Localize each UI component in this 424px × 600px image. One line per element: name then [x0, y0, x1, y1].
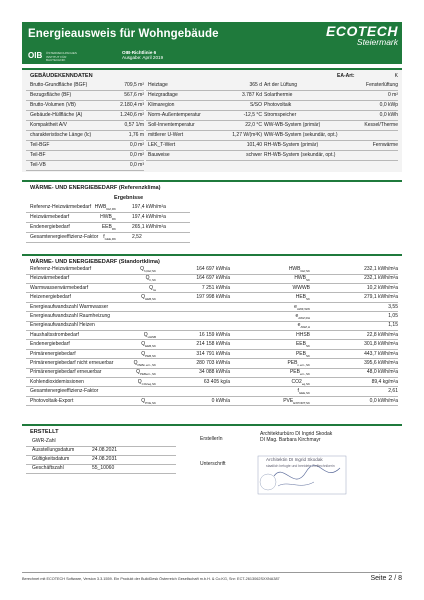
- ea-art-value: K: [394, 73, 398, 79]
- std-row-q-symbol-symbol: Q: [145, 275, 150, 282]
- std-row-s-value: 0,0 kWh/m²a: [369, 397, 398, 404]
- geb-col2-label: Heiztage: [148, 82, 168, 88]
- row-divider: [26, 232, 190, 233]
- row-divider: [26, 386, 398, 387]
- geb-col3-value: 0 m²: [388, 92, 398, 98]
- section-title: WÄRME- UND ENERGIEBEDARF (Standortklima): [30, 259, 160, 265]
- row-divider: [26, 339, 398, 340]
- std-row-q-symbol-symbol: Q: [133, 360, 138, 366]
- std-row-s-value: 1,05: [388, 313, 398, 319]
- row-divider: [146, 110, 262, 111]
- geb-col3-label: Solarthermie: [264, 92, 293, 98]
- geb-col2-value: 365 d: [249, 82, 262, 88]
- std-row-label: Energieaufwandszahl Heizen: [30, 322, 95, 329]
- row-divider: [262, 150, 398, 151]
- row-divider: [146, 100, 262, 101]
- row-divider: [26, 473, 176, 474]
- row-divider: [146, 160, 262, 161]
- geb-col1-value: 0,0 m³: [129, 162, 144, 168]
- geb-col2-label: Heizgradtage: [148, 92, 178, 98]
- row-divider: [262, 120, 398, 121]
- row-divider: [26, 110, 144, 111]
- std-row-s-symbol-subscript: EXPORT,SK: [293, 400, 310, 405]
- ers-row-label: GWR-Zahl: [32, 438, 56, 444]
- std-row-q-symbol-subscript: h,Ref,SK: [143, 269, 156, 273]
- std-row-s-symbol-subscript: SK: [305, 353, 310, 358]
- geb-col2-value: 3.787 Kd: [241, 92, 262, 98]
- std-row-s-symbol-symbol: e: [295, 313, 299, 319]
- ref-row-label: Referenz-Heizwärmebedarf: [30, 204, 92, 210]
- ref-row-symbol-subscript: RK: [111, 217, 116, 221]
- std-row-label: Primärenergiebedarf: [30, 350, 76, 357]
- std-row-q-symbol-subscript: HEB,SK: [144, 297, 156, 302]
- geb-col3-value: 0,0 kWh: [379, 112, 398, 118]
- std-row-s-symbol-subscript: AWZ,RH: [298, 316, 310, 320]
- row-divider: [262, 110, 398, 111]
- std-row-s-symbol-subscript: SK: [305, 344, 310, 349]
- ref-row-symbol-subscript: GEE,RK: [104, 237, 116, 241]
- std-row-s-value: 1,15: [388, 322, 398, 329]
- std-row-label: Photovoltaik-Export: [30, 397, 74, 404]
- ersteller-line2: DI Mag. Barbara Kirchmayr: [260, 437, 321, 443]
- stamp-line2: staatlich befugte und beeidete Ziviltechnikerin: [266, 464, 335, 468]
- geb-col2-value: schwer: [246, 152, 262, 158]
- std-row-s-symbol-symbol: PVE: [283, 397, 294, 404]
- std-row-s-symbol-symbol: HWB: [294, 275, 306, 282]
- row-divider: [26, 283, 398, 284]
- page-number: Seite 2 / 8: [370, 575, 402, 582]
- std-row-q-symbol-symbol: Q: [141, 350, 146, 357]
- geb-col3-label: RH-WB-System (primär): [264, 142, 319, 148]
- geb-col2-value: 22,0 °C: [245, 122, 262, 128]
- std-row-q-symbol-subscript: HHSB: [147, 334, 156, 339]
- std-row-q-value: 164 697 kWh/a: [196, 275, 230, 282]
- ea-art-label: EA-Art:: [337, 73, 355, 79]
- std-row-label: Haushaltsstrombedarf: [30, 331, 79, 338]
- std-row-s-symbol-symbol: PEB: [287, 360, 298, 366]
- std-row-s-symbol-symbol: CO2: [291, 378, 302, 385]
- geb-col1-label: Bezugsfläche (BF): [30, 92, 72, 98]
- row-divider: [26, 130, 144, 131]
- geb-col3-value: Kessel/Therme: [364, 122, 398, 128]
- row-divider: [26, 150, 144, 151]
- row-divider: [262, 100, 398, 101]
- std-row-s-value: 301,8 kWh/m²a: [364, 341, 398, 348]
- geb-col1-value: 0,0 m²: [129, 152, 144, 158]
- row-divider: [262, 130, 398, 131]
- ref-row-value: 265,1 kWh/m²a: [132, 224, 166, 230]
- geb-col1-value: 709,5 m²: [124, 82, 144, 88]
- std-row-label: Kohlendioxidemissionen: [30, 378, 84, 385]
- geb-col1-label: Gebäude-Hüllfläche (A): [30, 112, 83, 118]
- row-divider: [26, 358, 398, 359]
- ref-row-label: Heizwärmebedarf: [30, 214, 70, 220]
- row-divider: [26, 242, 190, 243]
- row-divider: [146, 120, 262, 121]
- ers-row-label: Gültigkeitsdatum: [32, 456, 70, 462]
- std-row-q-symbol-symbol: Q: [140, 266, 144, 272]
- geb-col3-value: Fensterlüftung: [366, 82, 398, 88]
- std-row-s-symbol-symbol: f: [297, 388, 299, 395]
- ref-row-value: 197,4 kWh/m²a: [132, 204, 166, 210]
- std-row-label: Primärenergiebedarf erneuerbar: [30, 369, 102, 376]
- std-row-s-symbol-symbol: e: [294, 303, 297, 310]
- geb-col2-label: mittlerer U-Wert: [148, 132, 184, 138]
- std-row-q-symbol-symbol: Q: [141, 397, 146, 404]
- geb-col1-label: charakteristische Länge (lc): [30, 132, 92, 138]
- geb-col3-label: WW-WB-System (sekundär, opt.): [264, 132, 338, 138]
- ers-row-label: Ausstellungsdatum: [32, 447, 75, 453]
- std-row-q-value: 0 kWh/a: [211, 397, 230, 404]
- subheader-bar: [22, 50, 402, 64]
- row-divider: [26, 140, 144, 141]
- section-title: ERSTELLT: [30, 429, 59, 435]
- geb-col3-value: 0,0 kWp: [379, 102, 398, 108]
- std-row-q-symbol-subscript: EEB,SK: [145, 344, 156, 349]
- std-row-s-value: 48,0 kWh/m²a: [366, 369, 398, 376]
- std-row-q-value: 63 405 kg/a: [203, 378, 230, 385]
- geb-col3-label: Stromspeicher: [264, 112, 297, 118]
- std-row-s-value: 279,1 kWh/m²a: [364, 294, 398, 301]
- row-divider: [26, 120, 144, 121]
- ref-row-symbol-symbol: f: [103, 234, 105, 240]
- geb-col1-value: 0,57 1/m: [124, 122, 144, 128]
- row-divider: [26, 349, 398, 350]
- geb-col3-label: Art der Lüftung: [264, 82, 298, 88]
- row-divider: [262, 160, 398, 161]
- brand-sub: Steiermark: [356, 37, 398, 47]
- row-divider: [26, 274, 398, 275]
- std-row-s-value: 89,4 kg/m²a: [371, 378, 398, 385]
- std-row-label: Heizenergiebedarf: [30, 294, 71, 301]
- std-row-q-symbol-subscript: tw: [153, 287, 156, 292]
- row-divider: [146, 140, 262, 141]
- row-divider: [26, 377, 398, 378]
- std-row-s-symbol-symbol: EEB: [295, 341, 306, 348]
- ref-row-label: Gesamtenergieeffizienz-Faktor: [30, 234, 99, 240]
- row-divider: [26, 311, 398, 312]
- std-row-q-value: 214 158 kWh/a: [196, 341, 230, 348]
- row-divider: [26, 160, 144, 161]
- std-row-q-symbol-symbol: Q: [137, 378, 142, 385]
- ersteller-label: ErstellerIn: [200, 436, 223, 442]
- ers-row-value: 24.08.2021: [92, 447, 118, 453]
- ers-row-label: Geschäftszahl: [32, 465, 64, 471]
- geb-col1-value: 1,76 m: [128, 132, 144, 138]
- std-row-s-value: 232,1 kWh/m²a: [364, 275, 398, 282]
- geb-col1-label: Teil-VB: [30, 162, 46, 168]
- ref-row-symbol-symbol: HWB: [100, 214, 112, 220]
- std-row-s-symbol-symbol: WWWB: [292, 284, 310, 291]
- row-divider: [26, 170, 144, 171]
- geb-col1-label: Teil-BF: [30, 152, 46, 158]
- row-divider: [146, 90, 262, 91]
- geb-col2-label: Bauweise: [148, 152, 170, 158]
- std-row-q-value: 164 697 kWh/a: [196, 266, 230, 272]
- std-row-q-symbol-subscript: CO2eq,SK: [141, 381, 156, 386]
- std-row-q-symbol-subscript: PEBern.,SK: [139, 372, 156, 377]
- ersteller-line1: Architekturbüro DI Ingrid Skodak: [260, 431, 333, 437]
- std-row-label: Endenergiebedarf: [30, 341, 70, 348]
- row-divider: [26, 321, 398, 322]
- geb-col2-value: S/SO: [250, 102, 262, 108]
- std-row-s-symbol-subscript: AWZ,H: [300, 325, 310, 330]
- std-row-s-value: 443,7 kWh/m²a: [364, 350, 398, 357]
- geb-col2-label: LEK_T-Wert: [148, 142, 176, 148]
- header-bar: [22, 22, 402, 50]
- geb-col2-value: -12,5 °C: [243, 112, 262, 118]
- oib-richtlinie: [122, 50, 163, 61]
- row-divider: [262, 90, 398, 91]
- section-standortklima: [22, 254, 402, 414]
- std-row-s-symbol-symbol: HHSB: [296, 331, 310, 338]
- ref-row-symbol-symbol: HWB: [94, 204, 107, 210]
- row-divider: [26, 90, 144, 91]
- section-title: WÄRME- UND ENERGIEBEDARF (Referenzklima): [30, 185, 161, 191]
- std-row-label: Energieaufwandszahl Raumheizung: [30, 313, 111, 319]
- section-referenzklima: [22, 180, 402, 246]
- row-divider: [26, 405, 398, 406]
- ergebnisse-header: Ergebnisse: [114, 195, 144, 201]
- row-divider: [262, 140, 398, 141]
- oib-logo: OIB: [28, 51, 43, 60]
- footer-text: Berechnet mit ECOTECH Software, Version 3.3.1559. Ein Produkt der BuildDesk Österreich Gesellschaft m.b.H. & Co.KG, Snr: ECT-2613062SXXNA387: [22, 577, 280, 581]
- std-row-q-symbol-subscript: PEBn.ern.,SK: [137, 363, 156, 367]
- std-row-q-symbol-symbol: Q: [143, 331, 148, 338]
- row-divider: [26, 212, 190, 213]
- std-row-q-value: 314 791 kWh/a: [196, 350, 230, 357]
- std-row-s-value: 22,8 kWh/m²a: [366, 331, 398, 338]
- ref-row-value: 197,4 kWh/m²a: [132, 214, 166, 220]
- std-row-s-symbol-subscript: Ref,SK: [300, 269, 310, 273]
- std-row-q-symbol-symbol: Q: [141, 341, 146, 348]
- std-row-s-symbol-subscript: SK: [305, 297, 310, 302]
- std-row-q-value: 280 703 kWh/a: [196, 360, 230, 366]
- geb-col2-label: Klimaregion: [148, 102, 175, 108]
- row-divider: [146, 150, 262, 151]
- std-row-s-symbol-subscript: ern.,SK: [299, 372, 310, 377]
- footer: [22, 572, 402, 582]
- geb-col1-label: Kompaktheit A/V: [30, 122, 67, 128]
- std-row-label: Gesamtenergieeffizienz-Faktor: [30, 388, 99, 395]
- row-divider: [26, 222, 190, 223]
- stamp-line1: Architektin DI Ingrid Skodak: [266, 457, 323, 462]
- ecotech-logo: [326, 25, 398, 47]
- geb-col2-value: 101,40: [246, 142, 262, 148]
- row-divider: [26, 302, 398, 303]
- ref-row-label: Endenergiebedarf: [30, 224, 70, 230]
- row-divider: [26, 368, 398, 369]
- row-divider: [146, 130, 262, 131]
- geb-col3-value: Fernwärme: [372, 142, 398, 148]
- std-row-label: Referenz-Heizwärmebedarf: [30, 266, 92, 272]
- std-row-s-symbol-subscript: GEE,SK: [298, 391, 310, 396]
- std-row-label: Energieaufwandszahl Warmwasser: [30, 303, 109, 310]
- ref-row-value: 2,52: [132, 234, 142, 240]
- std-row-q-symbol-subscript: PEB,SK: [145, 353, 156, 358]
- std-row-s-value: 395,6 kWh/m²a: [364, 360, 398, 366]
- std-row-s-symbol-subscript: SK: [305, 278, 310, 283]
- geb-col1-value: 1.240,6 m²: [120, 112, 144, 118]
- geb-col1-value: 0,0 m²: [129, 142, 144, 148]
- geb-col1-value: 567,6 m²: [124, 92, 144, 98]
- ref-row-symbol-subscript: RK: [111, 227, 116, 231]
- std-row-s-symbol-symbol: HEB: [295, 294, 306, 301]
- std-row-s-value: 3,55: [388, 303, 398, 310]
- unterschrift-label: Unterschrift: [200, 461, 226, 467]
- std-row-q-value: 16 159 kWh/a: [199, 331, 230, 338]
- document-title: Energieausweis für Wohngebäude: [28, 28, 219, 40]
- row-divider: [26, 292, 398, 293]
- std-row-label: Primärenergiebedarf nicht erneuerbar: [30, 360, 114, 366]
- std-row-q-value: 7 251 kWh/a: [201, 284, 230, 291]
- std-row-q-symbol-subscript: PVE,SK: [145, 400, 156, 405]
- geb-col1-label: Brutto-Volumen (VB): [30, 102, 76, 108]
- std-row-label: Heizwärmebedarf: [30, 275, 70, 282]
- std-row-s-symbol-symbol: e: [297, 322, 301, 329]
- std-row-q-value: 34 088 kWh/a: [199, 369, 230, 376]
- std-row-q-value: 197 998 kWh/a: [196, 294, 230, 301]
- std-row-label: Warmwasserwärmebedarf: [30, 284, 89, 291]
- geb-col3-label: RH-WB-System (sekundär, opt.): [264, 152, 336, 158]
- geb-col1-value: 2.180,4 m³: [120, 102, 144, 108]
- section-title: GEBÄUDEKENNDATEN: [30, 73, 93, 79]
- geb-col3-label: WW-WB-System (primär): [264, 122, 321, 128]
- geb-col2-label: Norm-Außentemperatur: [148, 112, 201, 118]
- std-row-s-symbol-subscript: AWZ,WW: [296, 306, 310, 311]
- std-row-s-symbol-symbol: PEB: [289, 369, 300, 376]
- std-row-q-symbol-subscript: h,SK: [149, 278, 156, 283]
- row-divider: [26, 100, 144, 101]
- std-row-q-symbol-symbol: Q: [149, 284, 153, 291]
- geb-col1-label: Brutto-Grundfläche (BGF): [30, 82, 88, 88]
- ref-row-symbol-subscript: Ref,RK: [106, 207, 116, 211]
- std-row-s-value: 10,2 kWh/m²a: [366, 284, 398, 291]
- std-row-s-value: 232,1 kWh/m²a: [364, 266, 398, 272]
- section-gebaeudekenndaten: [22, 68, 402, 172]
- brand-name: ECOTECH: [326, 23, 398, 39]
- section-erstellt: [22, 424, 402, 504]
- std-row-s-symbol-subscript: n.ern.,SK: [297, 363, 310, 367]
- std-row-s-value: 2,61: [388, 388, 398, 395]
- ers-row-value: 55_10060: [92, 465, 115, 471]
- std-row-s-symbol-symbol: PEB: [295, 350, 306, 357]
- oib-rl-title: OIB-Richtlinie 6: [122, 50, 157, 55]
- std-row-s-symbol-subscript: eq,SK: [301, 381, 310, 386]
- geb-col3-label: Photovoltaik: [264, 102, 292, 108]
- geb-col2-value: 1,27 W/(m²K): [232, 132, 262, 138]
- ref-row-symbol-symbol: EEB: [101, 224, 112, 230]
- oib-rl-ausgabe: Ausgabe: April 2019: [122, 55, 164, 61]
- row-divider: [26, 396, 398, 397]
- row-divider: [26, 330, 398, 331]
- std-row-q-symbol-symbol: Q: [141, 294, 145, 301]
- std-row-s-symbol-symbol: HWB: [288, 266, 301, 272]
- geb-col1-label: Teil-BGF: [30, 142, 50, 148]
- oib-institute: ÖSTERREICHISCHES INSTITUT FÜR BAUTECHNIK: [46, 51, 77, 62]
- geb-col2-label: Soll-Innentemperatur: [148, 122, 195, 128]
- std-row-q-symbol-symbol: Q: [136, 369, 140, 376]
- ers-row-value: 24.08.2031: [92, 456, 118, 462]
